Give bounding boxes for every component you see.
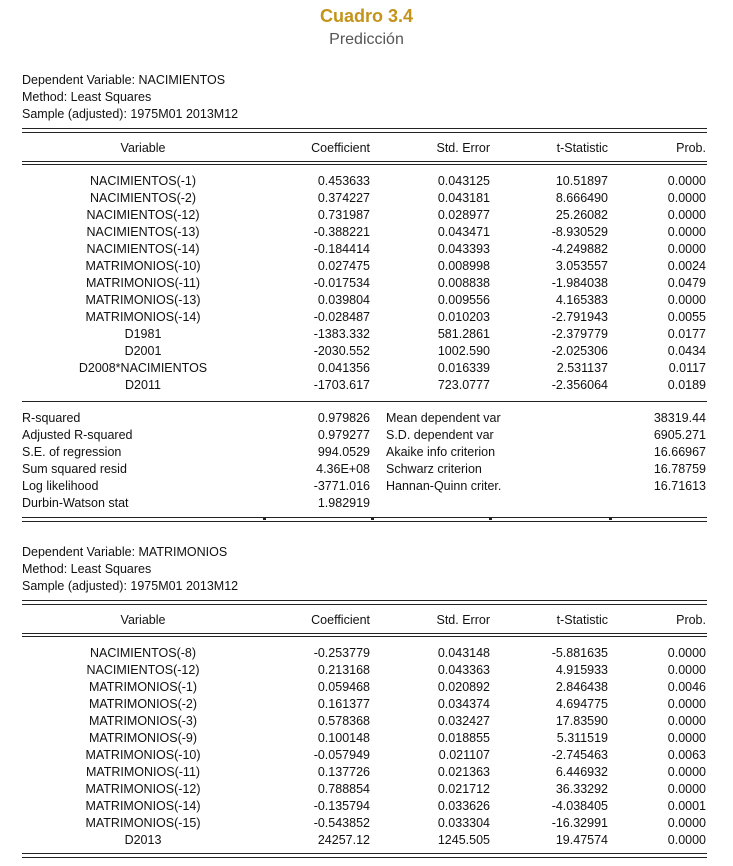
- stat-value: -3771.016: [313, 479, 370, 493]
- variable-cell: MATRIMONIOS(-3): [88, 714, 198, 728]
- variable-cell: MATRIMONIOS(-1): [88, 680, 198, 694]
- table-row: [22, 309, 707, 326]
- prob-cell: 0.0000: [667, 731, 706, 745]
- variable-cell: MATRIMONIOS(-10): [85, 259, 201, 273]
- prob-cell: 0.0024: [667, 259, 706, 273]
- coefficient-cell: 0.137726: [317, 765, 370, 779]
- variable-cell: MATRIMONIOS(-9): [88, 731, 198, 745]
- stat-value: 0.979277: [317, 428, 370, 442]
- coefficient-cell: -0.028487: [313, 310, 370, 324]
- std-error-cell: 0.020892: [437, 680, 490, 694]
- stat-value-right: 16.66967: [653, 445, 706, 459]
- table-row: [22, 662, 707, 679]
- t-statistic-cell: -4.038405: [551, 799, 608, 813]
- stat-value-right: 38319.44: [653, 411, 706, 425]
- table-row: [22, 730, 707, 747]
- stat-row: [22, 444, 707, 461]
- stat-label-right: Mean dependent var: [386, 411, 501, 425]
- column-header-prob: Prob.: [676, 141, 706, 155]
- std-error-cell: 723.0777: [437, 378, 490, 392]
- column-header-std-error: Std. Error: [436, 613, 490, 627]
- variable-cell: NACIMIENTOS(-8): [89, 646, 197, 660]
- dependent-variable-line: Dependent Variable: MATRIMONIOS: [22, 545, 228, 559]
- std-error-cell: 0.032427: [437, 714, 490, 728]
- t-statistic-cell: 8.666490: [555, 191, 608, 205]
- stat-row: [22, 427, 707, 444]
- method-line: Method: Least Squares: [22, 90, 152, 104]
- coefficient-cell: 0.731987: [317, 208, 370, 222]
- std-error-cell: 0.033304: [437, 816, 490, 830]
- stat-label: R-squared: [22, 411, 81, 425]
- variable-cell: MATRIMONIOS(-11): [85, 765, 201, 779]
- coefficient-cell: -1703.617: [313, 378, 370, 392]
- variable-cell: MATRIMONIOS(-2): [88, 697, 198, 711]
- variable-cell: MATRIMONIOS(-13): [85, 293, 201, 307]
- stat-row: [22, 478, 707, 495]
- t-statistic-cell: -5.881635: [551, 646, 608, 660]
- coefficient-cell: -0.253779: [313, 646, 370, 660]
- t-statistic-cell: 19.47574: [555, 833, 608, 847]
- stat-value: 994.0529: [317, 445, 370, 459]
- table-row: [22, 764, 707, 781]
- std-error-cell: 1245.505: [437, 833, 490, 847]
- prob-cell: 0.0000: [667, 646, 706, 660]
- variable-cell: NACIMIENTOS(-2): [89, 191, 197, 205]
- stat-value-right: 16.78759: [653, 462, 706, 476]
- coefficient-cell: 0.161377: [317, 697, 370, 711]
- prob-cell: 0.0000: [667, 833, 706, 847]
- variable-cell: MATRIMONIOS(-14): [85, 310, 201, 324]
- variable-cell: D2008*NACIMIENTOS: [78, 361, 208, 375]
- table-row: [22, 258, 707, 275]
- table-row: [22, 781, 707, 798]
- std-error-cell: 0.008838: [437, 276, 490, 290]
- stat-label-right: Akaike info criterion: [386, 445, 496, 459]
- column-header-variable: Variable: [120, 141, 166, 155]
- variable-cell: NACIMIENTOS(-12): [86, 663, 200, 677]
- table-row: [22, 696, 707, 713]
- t-statistic-cell: 4.915933: [555, 663, 608, 677]
- std-error-cell: 0.018855: [437, 731, 490, 745]
- table-row: [22, 241, 707, 258]
- std-error-cell: 0.016339: [437, 361, 490, 375]
- column-header-coefficient: Coefficient: [311, 141, 370, 155]
- t-statistic-cell: -8.930529: [551, 225, 608, 239]
- table-row: [22, 815, 707, 832]
- t-statistic-cell: -2.379779: [551, 327, 608, 341]
- stat-value-right: 16.71613: [653, 479, 706, 493]
- column-header-t-statistic: t-Statistic: [556, 613, 608, 627]
- coefficient-cell: -0.543852: [313, 816, 370, 830]
- variable-cell: MATRIMONIOS(-14): [85, 799, 201, 813]
- column-header-t-statistic: t-Statistic: [556, 141, 608, 155]
- column-header-variable: Variable: [120, 613, 166, 627]
- table-row: [22, 679, 707, 696]
- table-row: [22, 326, 707, 343]
- t-statistic-cell: 2.531137: [556, 361, 608, 375]
- stat-label-right: Schwarz criterion: [386, 462, 482, 476]
- coefficient-cell: -1383.332: [313, 327, 370, 341]
- coefficient-cell: 0.374227: [317, 191, 370, 205]
- std-error-cell: 0.021107: [438, 748, 490, 762]
- std-error-cell: 581.2861: [437, 327, 490, 341]
- std-error-cell: 0.021712: [437, 782, 490, 796]
- variable-cell: MATRIMONIOS(-15): [85, 816, 201, 830]
- table-row: [22, 832, 707, 849]
- variable-cell: D1981: [124, 327, 162, 341]
- coefficient-cell: 0.100148: [317, 731, 370, 745]
- column-header-row: [22, 612, 707, 629]
- column-header-std-error: Std. Error: [436, 141, 490, 155]
- coefficient-cell: 0.027475: [317, 259, 370, 273]
- t-statistic-cell: 4.694775: [555, 697, 608, 711]
- coefficient-cell: 0.453633: [317, 174, 370, 188]
- dependent-variable-line: Dependent Variable: NACIMIENTOS: [22, 73, 226, 87]
- table-row: [22, 798, 707, 815]
- prob-cell: 0.0000: [667, 697, 706, 711]
- t-statistic-cell: 3.053557: [555, 259, 608, 273]
- coefficient-cell: 0.788854: [317, 782, 370, 796]
- std-error-cell: 0.010203: [437, 310, 490, 324]
- t-statistic-cell: 5.311519: [556, 731, 608, 745]
- prob-cell: 0.0189: [667, 378, 706, 392]
- prob-cell: 0.0000: [667, 242, 706, 256]
- t-statistic-cell: -4.249882: [551, 242, 608, 256]
- coefficient-cell: 0.041356: [317, 361, 370, 375]
- page-title: Cuadro 3.4: [319, 6, 414, 26]
- std-error-cell: 0.033626: [437, 799, 490, 813]
- t-statistic-cell: -2.745463: [551, 748, 608, 762]
- stat-value: 1.982919: [317, 496, 370, 510]
- prob-cell: 0.0177: [667, 327, 706, 341]
- t-statistic-cell: 25.26082: [555, 208, 608, 222]
- t-statistic-cell: -2.791943: [551, 310, 608, 324]
- stat-row: [22, 410, 707, 427]
- prob-cell: 0.0063: [667, 748, 706, 762]
- variable-cell: MATRIMONIOS(-10): [85, 748, 201, 762]
- prob-cell: 0.0000: [667, 191, 706, 205]
- table-row: [22, 713, 707, 730]
- std-error-cell: 0.043393: [437, 242, 490, 256]
- table-row: [22, 173, 707, 190]
- variable-cell: D2001: [124, 344, 162, 358]
- std-error-cell: 0.043471: [437, 225, 490, 239]
- stat-label: S.E. of regression: [22, 445, 122, 459]
- prob-cell: 0.0000: [667, 782, 706, 796]
- prob-cell: 0.0046: [667, 680, 706, 694]
- coefficient-cell: -0.017534: [313, 276, 370, 290]
- t-statistic-cell: 4.165383: [555, 293, 608, 307]
- stat-row: [22, 461, 707, 478]
- variable-cell: NACIMIENTOS(-1): [89, 174, 197, 188]
- prob-cell: 0.0117: [668, 361, 706, 375]
- coefficient-cell: -0.388221: [313, 225, 370, 239]
- stat-label: Sum squared resid: [22, 462, 127, 476]
- table-row: [22, 747, 707, 764]
- prob-cell: 0.0479: [667, 276, 706, 290]
- stat-value: 0.979826: [317, 411, 370, 425]
- std-error-cell: 0.043125: [437, 174, 490, 188]
- regression-table-matrimonios: [22, 544, 707, 862]
- table-row: [22, 360, 707, 377]
- coefficient-cell: 0.059468: [317, 680, 370, 694]
- std-error-cell: 0.021363: [437, 765, 490, 779]
- prob-cell: 0.0000: [667, 174, 706, 188]
- page-subtitle: Predicción: [329, 31, 404, 48]
- coefficient-cell: -2030.552: [313, 344, 370, 358]
- method-line: Method: Least Squares: [22, 562, 152, 576]
- variable-cell: MATRIMONIOS(-11): [85, 276, 201, 290]
- prob-cell: 0.0000: [667, 293, 706, 307]
- prob-cell: 0.0000: [667, 208, 706, 222]
- table-row: [22, 292, 707, 309]
- t-statistic-cell: 10.51897: [555, 174, 608, 188]
- coefficient-cell: 0.039804: [317, 293, 370, 307]
- coefficient-cell: -0.057949: [313, 748, 370, 762]
- regression-table-nacimientos: [22, 72, 707, 524]
- coefficient-cell: -0.135794: [313, 799, 370, 813]
- stat-value: 4.36E+08: [316, 462, 370, 476]
- t-statistic-cell: 17.83590: [555, 714, 608, 728]
- table-row: [22, 377, 707, 394]
- t-statistic-cell: -1.984038: [551, 276, 608, 290]
- column-header-row: [22, 140, 707, 157]
- sample-line: Sample (adjusted): 1975M01 2013M12: [22, 107, 239, 121]
- coefficient-cell: 0.578368: [317, 714, 370, 728]
- t-statistic-cell: 6.446932: [555, 765, 608, 779]
- table-row: [22, 190, 707, 207]
- variable-cell: D2013: [124, 833, 162, 847]
- variable-cell: NACIMIENTOS(-13): [86, 225, 200, 239]
- column-header-prob: Prob.: [676, 613, 706, 627]
- stat-value-right: 6905.271: [653, 428, 706, 442]
- table-header-info: [22, 544, 707, 595]
- table-row: [22, 207, 707, 224]
- std-error-cell: 0.043363: [437, 663, 490, 677]
- coefficient-cell: 0.213168: [317, 663, 370, 677]
- prob-cell: 0.0055: [667, 310, 706, 324]
- t-statistic-cell: -2.356064: [551, 378, 608, 392]
- table-row: [22, 224, 707, 241]
- variable-cell: D2011: [125, 378, 161, 392]
- table-row: [22, 275, 707, 292]
- stat-label: Durbin-Watson stat: [22, 496, 129, 510]
- coefficient-cell: -0.184414: [313, 242, 370, 256]
- stat-label: Log likelihood: [22, 479, 99, 493]
- variable-cell: NACIMIENTOS(-14): [86, 242, 200, 256]
- stat-row: [22, 495, 707, 512]
- variable-cell: MATRIMONIOS(-12): [85, 782, 201, 796]
- prob-cell: 0.0001: [667, 799, 706, 813]
- variable-cell: NACIMIENTOS(-12): [86, 208, 200, 222]
- stat-label: Adjusted R-squared: [22, 428, 133, 442]
- std-error-cell: 0.034374: [437, 697, 490, 711]
- table-row: [22, 645, 707, 662]
- std-error-cell: 0.043181: [437, 191, 490, 205]
- sample-line: Sample (adjusted): 1975M01 2013M12: [22, 579, 239, 593]
- t-statistic-cell: -2.025306: [551, 344, 608, 358]
- prob-cell: 0.0434: [667, 344, 706, 358]
- prob-cell: 0.0000: [667, 714, 706, 728]
- stat-label-right: S.D. dependent var: [386, 428, 494, 442]
- std-error-cell: 0.009556: [437, 293, 490, 307]
- prob-cell: 0.0000: [667, 225, 706, 239]
- t-statistic-cell: 2.846438: [555, 680, 608, 694]
- prob-cell: 0.0000: [667, 765, 706, 779]
- prob-cell: 0.0000: [667, 816, 706, 830]
- t-statistic-cell: 36.33292: [555, 782, 608, 796]
- prob-cell: 0.0000: [667, 663, 706, 677]
- std-error-cell: 0.043148: [437, 646, 490, 660]
- column-header-coefficient: Coefficient: [311, 613, 370, 627]
- table-row: [22, 343, 707, 360]
- t-statistic-cell: -16.32991: [551, 816, 608, 830]
- coefficient-cell: 24257.12: [317, 833, 370, 847]
- stat-label-right: Hannan-Quinn criter.: [386, 479, 502, 493]
- table-header-info: [22, 72, 707, 123]
- std-error-cell: 0.008998: [437, 259, 490, 273]
- std-error-cell: 1002.590: [437, 344, 490, 358]
- std-error-cell: 0.028977: [437, 208, 490, 222]
